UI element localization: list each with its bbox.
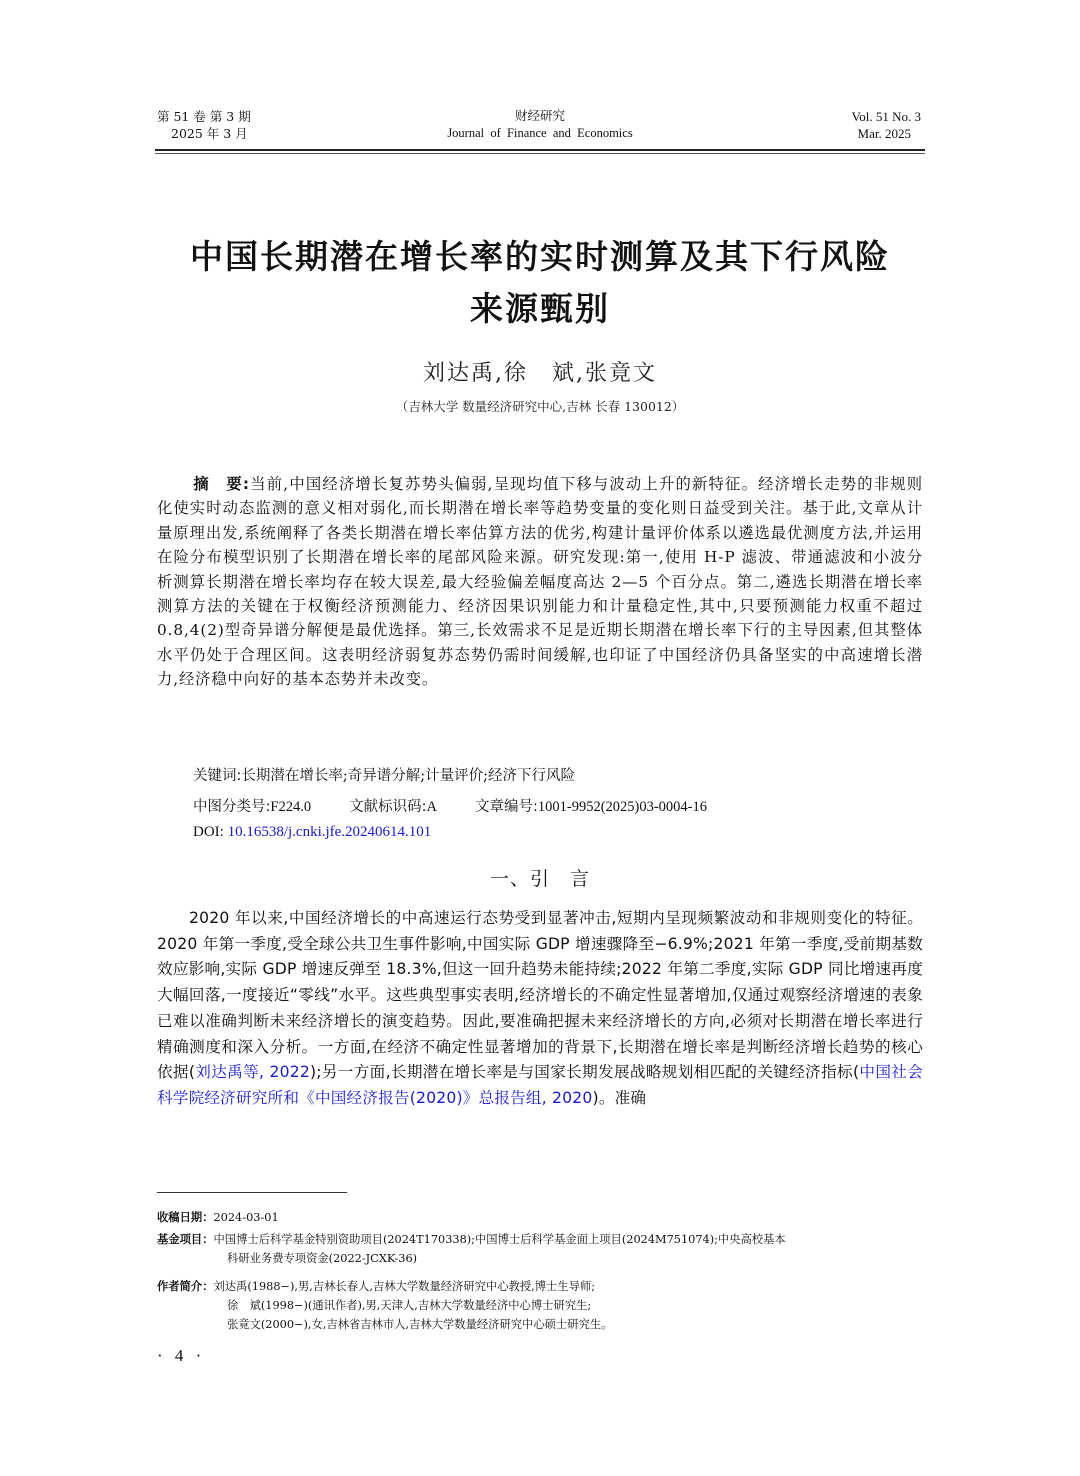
body-text-1: 2020 年以来,中国经济增长的中高速运行态势受到显著冲击,短期内呈现频繁波动和非规则变化的特征。2020 年第一季度,受全球公共卫生事件影响,中国实际 GDP 增速骤降至−6.9%;2021 年第一季度,受前期基数效应影响,实际 GDP 增速反弹至 18.3%,但这一回升趋势未能持续;2022 年第二季度,实际 GDP 同比增速再度大幅回落,一度接近“零线”水平。这些典型事实表明,经济增长的不确定性显著增加,仅通过观察经济增速的表象已难以准确判断未来经济增长的演变趋势。因此,要准确把握未来经济增长的方向,必须对长期潜在增长率进行精确测度和深入分析。一方面,在经济不确定性显著增加的背景下,长期潜在增长率是判断经济增长趋势的核心依据(: [157, 909, 923, 1082]
footnote-received: [157, 1208, 279, 1227]
citation-link-2[interactable]: 中国社会科学院经济研究所和《中国经济报告(2020)》总报告组, 2020: [157, 1063, 924, 1107]
doc-code-label: 文献标识码:: [349, 799, 427, 815]
doi-link[interactable]: 10.16538/j.cnki.jfe.20240614.101: [227, 824, 432, 840]
doc-code-value: A: [426, 799, 437, 815]
abstract-text: 当前,中国经济增长复苏势头偏弱,呈现均值下移与波动上升的新特征。经济增长走势的非规则化使实时动态监测的意义相对弱化,而长期潜在增长率等趋势变量的变化则日益受到关注。基于此,文章从计量原理出发,系统阐释了各类长期潜在增长率估算方法的优劣,构建计量评价体系以遴选最优测度方法,并运用在险分布模型识别了长期潜在增长率的尾部风险来源。研究发现:第一,使用 H-P 滤波、带通滤波和小波分析测算长期潜在增长率均存在较大误差,最大经验偏差幅度高达 2—5 个百分点。第二,遴选长期潜在增长率测算方法的关键在于权衡经济预测能力、经济因果识别能力和计量稳定性,其中,只要预测能力权重不超过 0.8,4(2)型奇异谱分解便是最优选择。第三,长效需求不足是近期长期潜在增长率下行的主导因素,但其整体水平仍处于合理区间。这表明经济弱复苏态势仍需时间缓解,也印证了中国经济仍具备坚实的中高速增长潜力,经济稳中向好的基本态势并未改变。: [157, 475, 924, 689]
funding-label: 基金项目：: [157, 1233, 214, 1246]
clc-label: 中图分类号:: [193, 799, 271, 815]
article-no-value: 1001-9952(2025)03-0004-16: [537, 799, 708, 815]
footnote-rule: [157, 1192, 347, 1193]
doi: [193, 824, 431, 841]
keywords-label: 关键词:: [193, 768, 242, 784]
keywords-text: 长期潜在增长率;奇异谱分解;计量评价;经济下行风险: [241, 768, 576, 784]
header-rule-thin: [155, 153, 925, 154]
header-rule-thick: [155, 149, 925, 151]
paper-title-line1: 中国长期潜在增长率的实时测算及其下行风险: [190, 237, 890, 276]
abstract-label: 摘 要:: [193, 475, 250, 493]
header-journal-cn: 财经研究: [514, 109, 565, 123]
author-list: 刘达禹,徐 斌,张竟文: [423, 361, 657, 386]
keywords: [193, 764, 575, 785]
author-bio-line3: 张竟文(2000−),女,吉林省吉林市人,吉林大学数量经济研究中心硕士研究生。: [227, 1318, 613, 1331]
body-text-2: );另一方面,长期潜在增长率是与国家长期发展战略规划相匹配的关键经济指标(: [309, 1063, 860, 1082]
section-heading: 一、引 言: [489, 868, 590, 890]
author-bio-line2: 徐 斌(1998−)(通讯作者),男,天津人,吉林大学数量经济中心博士研究生;: [227, 1299, 592, 1312]
abstract: [157, 472, 923, 692]
header-vol-no: Vol. 51 No. 3: [851, 109, 921, 124]
article-no-label: 文章编号:: [474, 799, 538, 815]
header-journal: [157, 108, 923, 142]
body-text-3: )。准确: [592, 1088, 647, 1107]
header-volume-issue: 第 51 卷 第 3 期: [157, 109, 251, 124]
header-volume-en: [852, 108, 921, 142]
footnote-authors: [157, 1277, 927, 1334]
author-bio-label: 作者简介：: [157, 1280, 214, 1293]
citation-link-1[interactable]: 刘达禹等, 2022: [195, 1063, 310, 1082]
body-paragraph: [157, 906, 923, 1112]
received-value: 2024-03-01: [213, 1211, 279, 1224]
doi-label: DOI:: [193, 824, 228, 840]
clc-value: F224.0: [270, 799, 312, 815]
received-label: 收稿日期：: [157, 1211, 214, 1224]
paper-title-line2: 来源甄别: [470, 289, 610, 328]
running-header: [157, 108, 923, 148]
funding-line2: 科研业务费专项资金(2022-JCXK-36): [227, 1252, 418, 1265]
header-journal-en: Journal of Finance and Economics: [447, 126, 633, 140]
classification-meta: [193, 795, 707, 816]
affiliation: （吉林大学 数量经济研究中心,吉林 长春 130012）: [395, 399, 685, 414]
footnote-funding: [157, 1230, 927, 1268]
header-date-cn: 2025 年 3 月: [171, 126, 248, 141]
funding-line1: 中国博士后科学基金特别资助项目(2024T170338);中国博士后科学基金面上项目(2024M751074);中央高校基本: [213, 1233, 786, 1246]
page-number: · 4 ·: [157, 1346, 206, 1365]
header-date-en: Mar. 2025: [857, 126, 911, 141]
author-bio-line1: 刘达禹(1988−),男,吉林长春人,吉林大学数量经济研究中心教授,博士生导师;: [213, 1280, 596, 1293]
